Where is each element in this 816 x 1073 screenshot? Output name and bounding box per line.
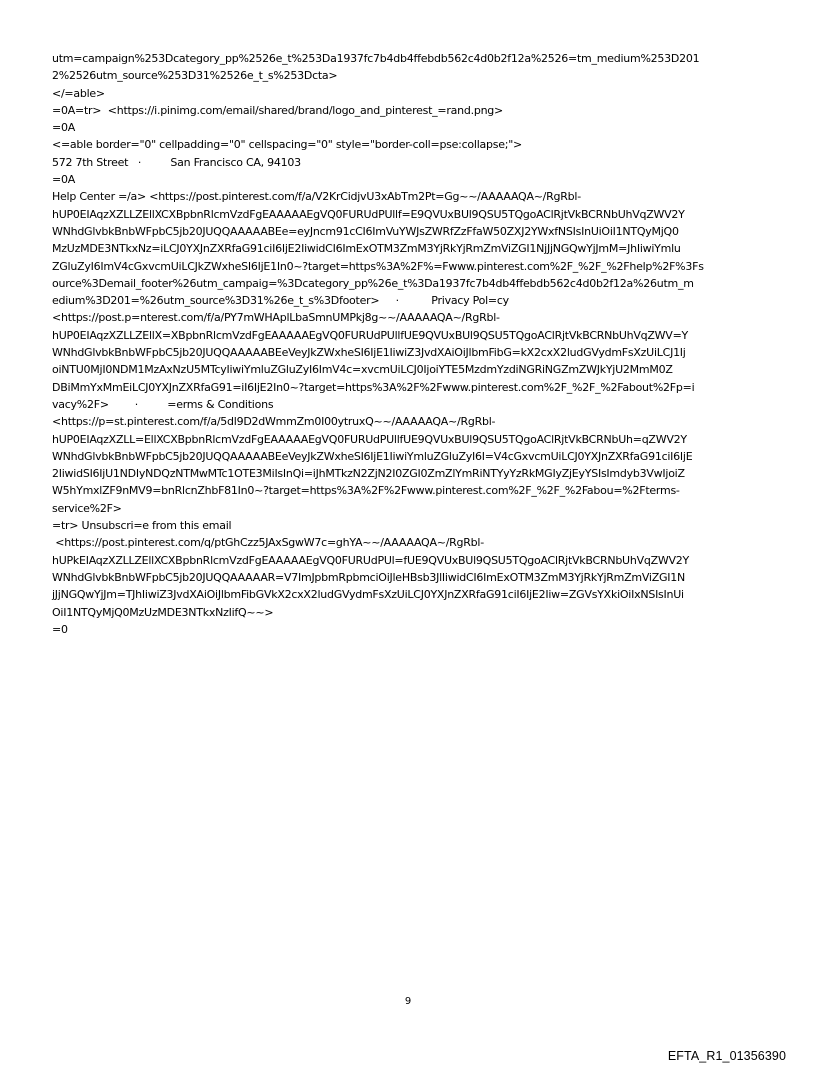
text-line: <=able border="0" cellpadding="0" cellspacing="0" style="border-coll=pse:collapse;"> [52, 138, 522, 152]
help-center-line: Help Center =/a> <https://post.pinterest.com/f/a/V2KrCidjvU3xAbTm2Pt=Gg~~/AAAAAQA~/RgRbl- [52, 190, 581, 204]
email-source-text [52, 50, 768, 638]
text-line: hUP0EIAqzXZLLZEllX=XBpbnRlcmVzdFgEAAAAAEgVQ0FURUdPUllfUE9QVUxBUl9QSU5TQgoAClRjtVkBCRNbUhVqZWV=Y [52, 328, 689, 342]
text-line: ZGluZyI6ImV4cGxvcmUiLCJkZWxheSI6IjE1In0~?target=https%3A%2F%=Fwww.pinterest.com%2F_%2F_%2Fhelp%2F%3Fs [52, 259, 704, 273]
text-line: 2%2526utm_source%253D31%2526e_t_s%253Dcta> [52, 69, 338, 83]
bates-number: EFTA_R1_01356390 [667, 1049, 786, 1063]
text-line: MzUzMDE3NTkxNz=iLCJ0YXJnZXRfaG91ciI6IjE2IiwidCI6ImExOTM3ZmM3YjRkYjRmZmViZGI1NjJjNGQwYjJmM=JhIiwiYmlu [52, 242, 681, 256]
text-line: ource%3Demail_footer%26utm_campaig=%3Dcategory_pp%26e_t%3Da1937fc7b4db4ffebdb562c4d0b2f12a%26utm_m [52, 276, 694, 290]
text-line: jJjNGQwYjJm=TJhIiwiZ3JvdXAiOiJlbmFibGVkX2cxX2ludGVydmFsXzUiLCJ0YXJnZXRfaG91ciI6IjE2Iiw=ZGVsYXkiOiIxNSIsInUi [52, 588, 684, 602]
text-line: WNhdGlvbkBnbWFpbC5jb20JUQQAAAAABEeVeyJkZWxheSI6IjE1IiwiYmluZGluZyI6I=V4cGxvcmUiLCJ0YXJnZXRfaG91ciI6IjE [52, 449, 693, 463]
text-line: =0 [52, 622, 68, 636]
text-line: <https://post.pinterest.com/q/ptGhCzz5JAxSgwW7c=ghYA~~/AAAAAQA~/RgRbl- [52, 536, 484, 550]
text-line: hUPkEIAqzXZLLZEllXCXBpbnRlcmVzdFgEAAAAAEgVQ0FURUdPUl=fUE9QVUxBUl9QSU5TQgoAClRjtVkBCRNbUhVqZWV2Y [52, 553, 689, 567]
text-line: hUP0EIAqzXZLL=EllXCXBpbnRlcmVzdFgEAAAAAEgVQ0FURUdPUllfUE9QVUxBUl9QSU5TQgoAClRjtVkBCRNbUh=qZWV2Y [52, 432, 687, 446]
text-line: =0A=tr> <https://i.pinimg.com/email/shared/brand/logo_and_pinterest_=rand.png> [52, 103, 503, 117]
text-line: =0A [52, 121, 75, 135]
text-line: WNhdGlvbkBnbWFpbC5jb20JUQQAAAAABEeVeyJkZWxheSI6IjE1IiwiZ3JvdXAiOiJlbmFibG=kX2cxX2ludGVydmFsXzUiLCJ1Ij [52, 346, 686, 360]
unsubscribe-line: =tr> Unsubscri=e from this email [52, 519, 232, 533]
text-line: 2IiwidSI6IjU1NDIyNDQzNTMwMTc1OTE3MiIsInQi=iJhMTkzN2ZjN2I0ZGI0ZmZlYmRiNTYyYzRkMGIyZjEyYSIsImdyb3VwIjoiZ [52, 467, 685, 481]
text-line: WNhdGlvbkBnbWFpbC5jb20JUQQAAAAABEe=eyJncm91cCI6ImVuYWJsZWRfZzFfaW50ZXJ2YWxfNSIsInUiOiI1NTQyMjQ0 [52, 224, 679, 238]
text-line: <https://p=st.pinterest.com/f/a/5dl9D2dWmmZm0I00ytruxQ~~/AAAAAQA~/RgRbl- [52, 415, 496, 429]
text-line: DBiMmYxMmEiLCJ0YXJnZXRfaG91=iI6IjE2In0~?target=https%3A%2F%2Fwww.pinterest.com%2F_%2F_%2Fabout%2Fp=i [52, 380, 695, 394]
terms-line: vacy%2F> · =erms & Conditions [52, 397, 274, 411]
text-line: hUP0EIAqzXZLLZEllXCXBpbnRlcmVzdFgEAAAAAEgVQ0FURUdPUllf=E9QVUxBUl9QSU5TQgoAClRjtVkBCRNbUhVqZWV2Y [52, 207, 685, 221]
text-line: =0A [52, 173, 75, 187]
text-line: W5hYmxlZF9nMV9=bnRlcnZhbF81In0~?target=https%3A%2F%2Fwww.pinterest.com%2F_%2F_%2Fabou=%2Fterms- [52, 484, 680, 498]
text-line: OiI1NTQyMjQ0MzUzMDE3NTkxNzIifQ~~> [52, 605, 274, 619]
text-line: WNhdGlvbkBnbWFpbC5jb20JUQQAAAAAR=V7ImJpbmRpbmciOiJleHBsb3JlIiwidCI6ImExOTM3ZmM3YjRkYjRmZmViZGI1N [52, 570, 685, 584]
text-line: oiNTU0MjI0NDM1MzAxNzU5MTcyIiwiYmluZGluZyI6ImV4c=xvcmUiLCJ0IjoiYTE5MzdmYzdiNGRiNGZmZWJkYjU2MmM0Z [52, 363, 673, 377]
text-line: </=able> [52, 86, 105, 100]
text-line: <https://post.p=nterest.com/f/a/PY7mWHAplLbaSmnUMPkj8g~~/AAAAAQA~/RgRbl- [52, 311, 500, 325]
privacy-policy-line: edium%3D201=%26utm_source%3D31%26e_t_s%3Dfooter> · Privacy Pol=cy [52, 294, 509, 308]
text-line: service%2F> [52, 501, 122, 515]
page-number: 9 [404, 996, 412, 1007]
text-line: utm=campaign%253Dcategory_pp%2526e_t%253Da1937fc7b4db4ffebdb562c4d0b2f12a%2526=tm_medium%253D201 [52, 52, 700, 65]
address-line: 572 7th Street · San Francisco CA, 94103 [52, 155, 301, 169]
